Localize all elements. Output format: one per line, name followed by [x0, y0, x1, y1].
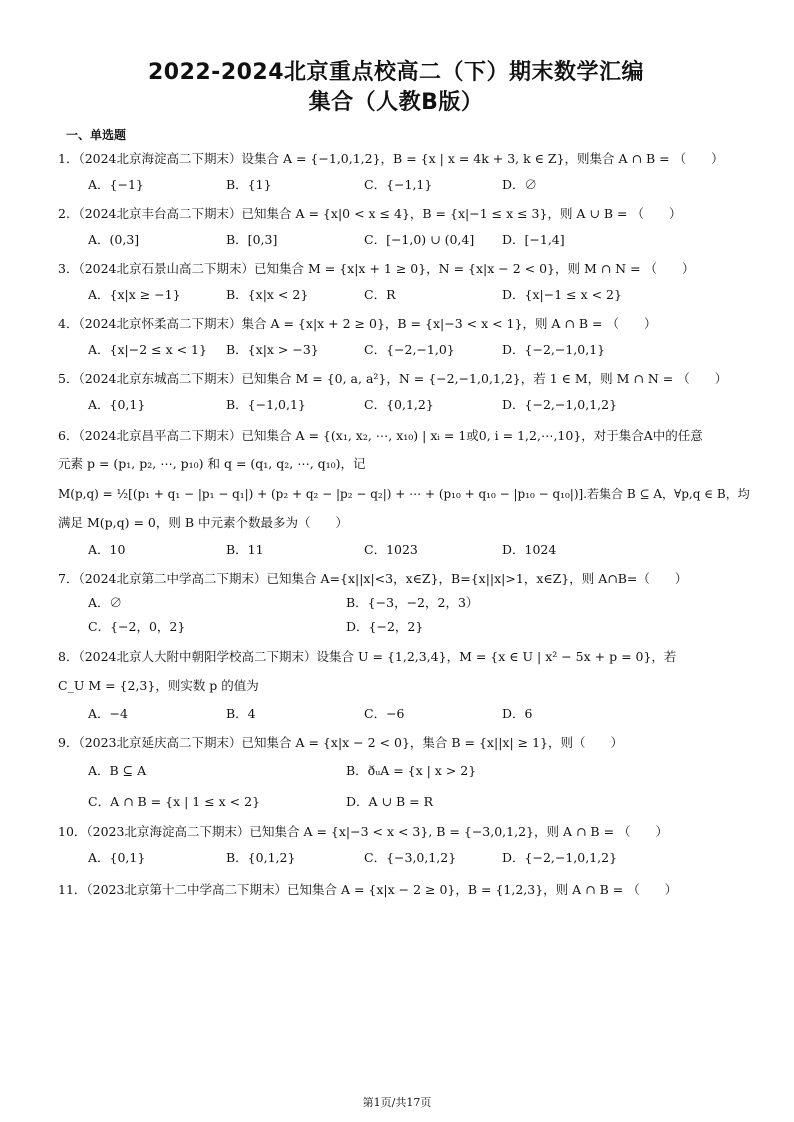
answer-options-row-1 — [58, 591, 734, 615]
option-a: A．{x|x ≥ −1} — [88, 287, 181, 302]
option-a: A．10 — [88, 542, 126, 557]
question-stem-line: 6．（2024北京昌平高二下期末）已知集合 A = {(x₁, x₂, ⋯, x₁₀) | xᵢ = 1或0, i = 1,2,⋯,10}，对于集合A中的任意 — [58, 428, 703, 443]
option-b: B．{1} — [226, 177, 272, 192]
question-5 — [58, 367, 734, 419]
option-c: C．{−2，0，2} — [88, 619, 186, 634]
question-stem-line: C_U M = {2,3}，则实数 p 的值为 — [58, 678, 259, 693]
option-a: A．{−1} — [88, 177, 144, 192]
question-stem: 5．（2024北京东城高二下期末）已知集合 M = {0, a, a²}，N = {−2,−1,0,1,2}，若 1 ∈ M，则 M ∩ N = （ ） — [58, 371, 728, 386]
option-c: C．{0,1,2} — [364, 397, 434, 412]
option-b: B．{x|x < 2} — [226, 287, 309, 302]
option-d: D．{−2,−1,0,1,2} — [502, 850, 618, 865]
question-3 — [58, 257, 734, 309]
option-a: A．{0,1} — [88, 850, 146, 865]
question-6 — [58, 422, 750, 564]
answer-options — [58, 391, 734, 419]
question-stem: 7．（2024北京第二中学高二下期末）已知集合 A={x||x|<3，x∈Z}，B={x||x|>1，x∈Z}，则 A∩B=（ ） — [58, 571, 688, 586]
document-title: 2022-2024北京重点校高二（下）期末数学汇编 — [147, 60, 645, 85]
question-stem: 4．（2024北京怀柔高二下期末）集合 A = {x|x + 2 ≥ 0}，B = {x|−3 < x < 1}，则 A ∩ B = （ ） — [58, 316, 657, 331]
option-d: D．{−2，2} — [346, 619, 424, 634]
option-a: A．B ⊆ A — [88, 763, 147, 778]
question-4 — [58, 312, 734, 364]
option-a: A．(0,3] — [88, 232, 140, 247]
question-stem: 9．（2023北京延庆高二下期末）已知集合 A = {x|x − 2 < 0}，集合 B = {x||x| ≥ 1}，则（ ） — [58, 735, 623, 750]
question-stem: 1．（2024北京海淀高二下期末）设集合 A = {−1,0,1,2}，B = {x | x = 4k + 3, k ∈ Z}，则集合 A ∩ B = （ ） — [58, 151, 724, 166]
answer-options-row-1 — [58, 755, 734, 787]
option-b: B．{0,1,2} — [226, 850, 296, 865]
option-b: B．11 — [226, 542, 264, 557]
option-d: D．6 — [502, 706, 533, 721]
option-b: B．[0,3] — [226, 232, 278, 247]
option-a: A．∅ — [88, 595, 123, 610]
answer-options — [58, 844, 734, 872]
answer-options — [58, 336, 734, 364]
question-stem: 3．（2024北京石景山高二下期末）已知集合 M = {x|x + 1 ≥ 0}，N = {x|x − 2 < 0}，则 M ∩ N = （ ） — [58, 261, 695, 276]
option-d: D．{x|−1 ≤ x < 2} — [502, 287, 622, 302]
question-10 — [58, 820, 734, 872]
question-11 — [58, 875, 734, 905]
option-b: B．4 — [226, 706, 256, 721]
option-c: C．1023 — [364, 542, 418, 557]
option-c: C．R — [364, 287, 396, 302]
option-d: D．{−2,−1,0,1} — [502, 342, 606, 357]
question-9 — [58, 731, 734, 817]
option-c: C．[−1,0) ∪ (0,4] — [364, 232, 475, 247]
answer-options — [58, 700, 734, 728]
option-c: C．A ∩ B = {x | 1 ≤ x < 2} — [88, 794, 261, 809]
question-stem-line: 元素 p = (p₁, p₂, ⋯, p₁₀) 和 q = (q₁, q₂, ⋯, q₁₀)，记 — [58, 456, 366, 471]
answer-options — [58, 171, 734, 199]
option-a: A．{x|−2 ≤ x < 1} — [88, 342, 207, 357]
page-footer: 第1页/共17页 — [362, 1096, 432, 1109]
question-stem: 10．（2023北京海淀高二下期末）已知集合 A = {x|−3 < x < 3}, B = {−3,0,1,2}，则 A ∩ B = （ ） — [58, 824, 669, 839]
option-b: B．ðᵤA = {x | x > 2} — [346, 763, 477, 778]
question-stem: 11．（2023北京第十二中学高二下期末）已知集合 A = {x|x − 2 ≥ 0}，B = {1,2,3}，则 A ∩ B = （ ） — [58, 882, 678, 897]
question-1 — [58, 147, 734, 199]
option-b: B．{−3，−2，2，3） — [346, 595, 479, 610]
question-formula-line: M(p,q) = ½[(p₁ + q₁ − |p₁ − q₁|) + (p₂ + q₂ − |p₂ − q₂|) + ⋯ + (p₁₀ + q₁₀ − |p₁₀ − q₁₀|)].若集合 B ⊆ A，∀p,q ∈ B，均 — [58, 487, 750, 501]
option-d: D．A ∪ B = R — [346, 794, 433, 809]
question-stem-line: 满足 M(p,q) = 0，则 B 中元素个数最多为（ ） — [58, 515, 349, 530]
answer-options — [58, 281, 734, 309]
option-a: A．{0,1} — [88, 397, 146, 412]
option-b: B．{−1,0,1} — [226, 397, 306, 412]
option-d: D．{−2,−1,0,1,2} — [502, 397, 618, 412]
question-2 — [58, 202, 734, 254]
option-c: C．{−1,1} — [364, 177, 433, 192]
question-7 — [58, 567, 734, 639]
answer-options-row-2 — [58, 787, 734, 817]
option-d: D．∅ — [502, 177, 538, 192]
answer-options — [58, 536, 734, 564]
document-subtitle: 集合（人教B版） — [308, 90, 484, 115]
option-c: C．−6 — [364, 706, 405, 721]
question-stem: 2．（2024北京丰台高二下期末）已知集合 A = {x|0 < x ≤ 4}，B = {x|−1 ≤ x ≤ 3}，则 A ∪ B = （ ） — [58, 206, 682, 221]
answer-options — [58, 226, 734, 254]
option-b: B．{x|x > −3} — [226, 342, 319, 357]
question-stem-line: 8．（2024北京人大附中朝阳学校高二下期末）设集合 U = {1,2,3,4}，M = {x ∈ U | x² − 5x + p = 0}，若 — [58, 649, 677, 664]
section-heading: 一、单选题 — [66, 128, 127, 142]
question-8 — [58, 642, 734, 728]
option-d: D．[−1,4] — [502, 232, 565, 247]
option-a: A．−4 — [88, 706, 128, 721]
option-c: C．{−2,−1,0} — [364, 342, 455, 357]
option-c: C．{−3,0,1,2} — [364, 850, 457, 865]
option-d: D．1024 — [502, 542, 557, 557]
answer-options-row-2 — [58, 615, 734, 639]
